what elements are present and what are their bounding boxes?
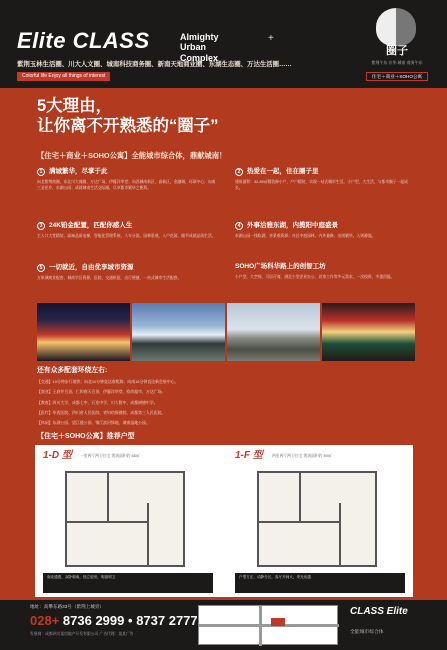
section-body: 东湖公园一线临湖，享景观资源；社区中庭园林，内外兼修，出则繁华，入则静谧。 <box>235 234 376 238</box>
mask-icon <box>376 8 416 46</box>
section-5 <box>37 264 217 282</box>
street-photo <box>322 303 415 361</box>
hero-title-line2: 让你离不开熟悉的“圈子” <box>37 117 219 136</box>
small-slogan: Colorful life Enjoy all things of interest <box>17 72 110 81</box>
map-road <box>259 606 262 646</box>
section-body: 向北紫荆商圈，东北川大商圈，万达广场，伊藤洋华堂；向西城南新区，高新区，金融城，环球中心；向南三圣花乡，东湖公园；成就城南生活交际圈，尽享都市繁华之便利。 <box>37 180 216 190</box>
section-title: 满城繁华，尽掌于此 <box>49 167 108 175</box>
brand-subtitle-line1: Almighty Urban <box>180 32 219 53</box>
logo-sub: 紫荆午东 京华 城南 商务午东 <box>371 60 423 65</box>
amenity-line: 【教育】四川大学、成都七中、石室中学、川大附中、成都树德中学。 <box>37 399 158 405</box>
map-road <box>199 624 339 627</box>
section-4 <box>235 222 415 240</box>
hero-title <box>37 96 219 136</box>
floor-plan-card <box>227 445 413 597</box>
floor-plan-drawing <box>257 471 377 567</box>
plan-note: 户型方正，动静分区，客厅开间大，采光优越 <box>235 573 405 593</box>
amenity-line: 【商业】王府井百货、仁和春天百货、伊藤洋华堂、欧尚超市、万达广场。 <box>37 389 166 395</box>
section-body: 主入口大堂精装，高端品质电梯，智能化管理系统，人车分流，园林景观，入户花园，细节成就品质生活。 <box>37 234 216 238</box>
plus-symbol: + <box>268 33 274 44</box>
phone-1: 8736 2999 <box>62 613 125 628</box>
section-title: 24K铂金配置，匹配你感人生 <box>49 221 133 229</box>
amenity-line: 【医疗】华西医院、四川省人民医院、省妇幼保健院、成都第三人民医院。 <box>37 410 166 416</box>
lake-photo <box>132 303 225 361</box>
logo <box>356 6 438 84</box>
footer <box>0 600 447 650</box>
phone-numbers <box>30 614 198 627</box>
floor-plan-drawing <box>65 471 185 567</box>
plan-desc: 一室两厅两卫住宅 建筑面积约 88㎡ <box>80 454 140 458</box>
amenity-line: 【交通】10分钟步行地铁；向北10分钟直达春熙路；向南15分钟直达新会展中心。 <box>37 378 179 384</box>
section-title: 热爱在一起，住在圈子里 <box>247 167 319 175</box>
header <box>0 0 447 88</box>
pier-photo <box>227 303 320 361</box>
location-map <box>198 605 338 645</box>
phone-prefix: 028+ <box>30 613 60 628</box>
footer-logo-sub: 全能城市综合体 <box>350 630 384 635</box>
location-pin-icon <box>271 618 285 626</box>
logo-word: 圈子 <box>386 45 408 57</box>
section-6 <box>235 264 415 280</box>
section-number: 5 <box>37 264 45 272</box>
section-2 <box>235 168 415 191</box>
section-number: 1 <box>37 168 45 176</box>
section-title: SOHO广场科华路上的创智工坊 <box>235 263 326 270</box>
section-1 <box>37 168 217 191</box>
plan-note: 南北通透，双卧朝南，独立厨房，明厨明卫 <box>43 573 213 593</box>
section-number: 4 <box>235 222 243 230</box>
plans-heading: 【住宅＋SOHO公寓】推荐户型 <box>37 433 135 440</box>
plan-type: 1-F 型 <box>235 450 263 461</box>
amenities-heading: 还有众多配套环绕左右: <box>37 367 108 374</box>
footer-logo: CLASS Elite <box>350 606 408 617</box>
floor-plans <box>35 445 413 597</box>
section-title: 一切就近，自由优享城市资源 <box>49 263 134 271</box>
floor-plan-card <box>35 445 221 597</box>
section-body: 建筑面积：32-89㎡精装修小户，户户精装，实现一站式城市生活。小户型，大生活，与都市圈子一起成长。 <box>235 180 408 190</box>
address: 地址：高攀东路33号（紫荆上城旁） <box>30 604 105 609</box>
section-body: 万象城商业配套，城南学区资源，医院，交通枢纽，出行便捷，一站式城市生活配套。 <box>37 276 182 280</box>
section-body: 小户型，大空间，可居可商，满足小型企业办公、居家工作等多元需求，一次投资，多重回报。 <box>235 274 395 279</box>
night-city-photo <box>37 303 130 361</box>
logo-pill: 住宅＋商业＋SOHO公寓 <box>366 72 428 81</box>
hero-title-line1: 5大理由， <box>37 97 113 115</box>
amenities <box>37 368 415 427</box>
brand-subtitle <box>180 32 240 63</box>
photo-strip <box>37 303 415 361</box>
developer-info: 发展商：成都四川某房地产开发有限公司 广告代理：某某广告 <box>30 632 134 636</box>
section-3 <box>37 222 217 240</box>
section-number: 3 <box>37 222 45 230</box>
tagline: 紫荆玉林生活圈、川大人文圈、城南科技商务圈、新南天地商业圈、东湖生态圈、万达生活圈…… <box>17 61 292 68</box>
plan-desc: 两室两厅两卫住宅 建筑面积约 89㎡ <box>272 454 332 458</box>
brand-subtitle-line2: Complex <box>180 52 219 63</box>
amenity-line: 【休闲】东湖公园、望江楼公园、锦江滨河绿地、城南湿地公园。 <box>37 420 150 426</box>
section-number: 2 <box>235 168 243 176</box>
hero-subtitle: 【住宅＋商业＋SOHO公寓】全能城市综合体，鼎献城南！ <box>37 151 227 160</box>
section-title: 外事洽雅东湖，内揽阳中庭盛景 <box>247 221 338 229</box>
phone-2: 8737 2777 <box>136 613 198 628</box>
phone-separator: • <box>128 613 133 628</box>
brand-title: Elite CLASS <box>17 28 150 53</box>
plan-type: 1-D 型 <box>43 450 72 461</box>
